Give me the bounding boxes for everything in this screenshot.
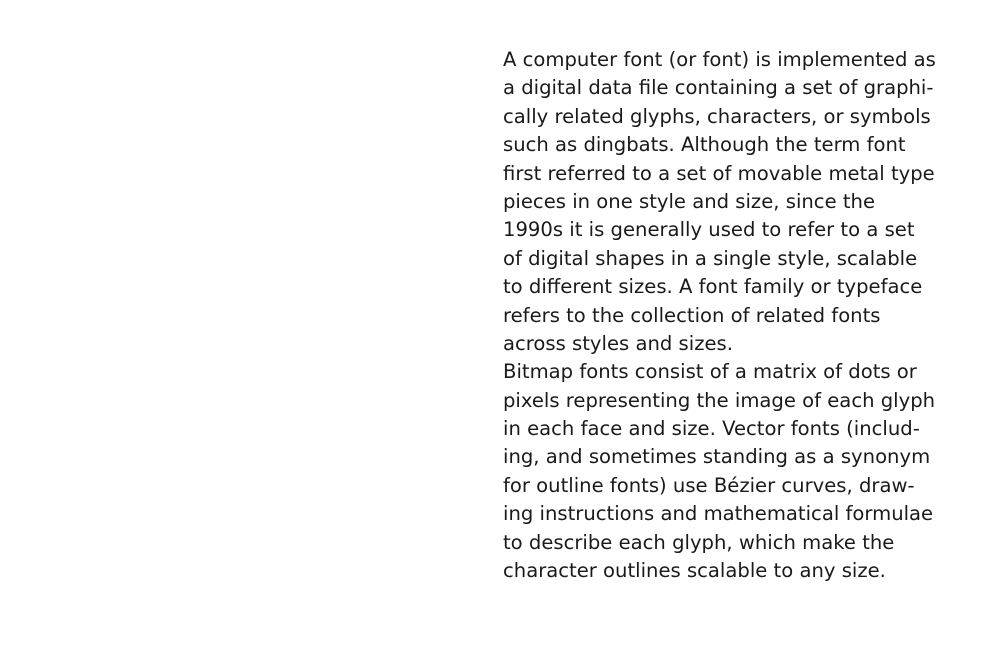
paragraph-bitmap-fonts (503, 358, 983, 585)
text-line: ing instructions and mathematical formulae (503, 502, 934, 526)
text-line: to describe each glyph, which make the (503, 530, 895, 554)
text-line: character outlines scalable to any size. (503, 559, 886, 583)
text-line: to different sizes. A font family or typeface (503, 275, 923, 299)
text-line: first referred to a set of movable metal type (503, 161, 935, 185)
text-line: pieces in one style and size, since the (503, 189, 876, 213)
text-line: Bitmap fonts consist of a matrix of dots or (503, 360, 917, 384)
text-line: ing, and sometimes standing as a synonym (503, 445, 931, 469)
text-line: refers to the collection of related fonts (503, 303, 881, 327)
text-line: for outline fonts) use Bézier curves, draw- (503, 473, 915, 497)
text-line: across styles and sizes. (503, 331, 733, 355)
paragraph-computer-font (503, 46, 983, 358)
text-line: such as dingbats. Although the term font (503, 133, 906, 157)
document-body (503, 46, 983, 585)
text-line: A computer font (or font) is implemented as (503, 48, 936, 71)
text-line: cally related glyphs, characters, or symbols (503, 104, 931, 128)
text-line: in each face and size. Vector fonts (includ- (503, 417, 920, 441)
text-line: a digital data file containing a set of graphi- (503, 76, 934, 100)
text-line: pixels representing the image of each glyph (503, 388, 936, 412)
text-line: 1990s it is generally used to refer to a set (503, 218, 915, 242)
text-line: of digital shapes in a single style, scalable (503, 246, 918, 270)
